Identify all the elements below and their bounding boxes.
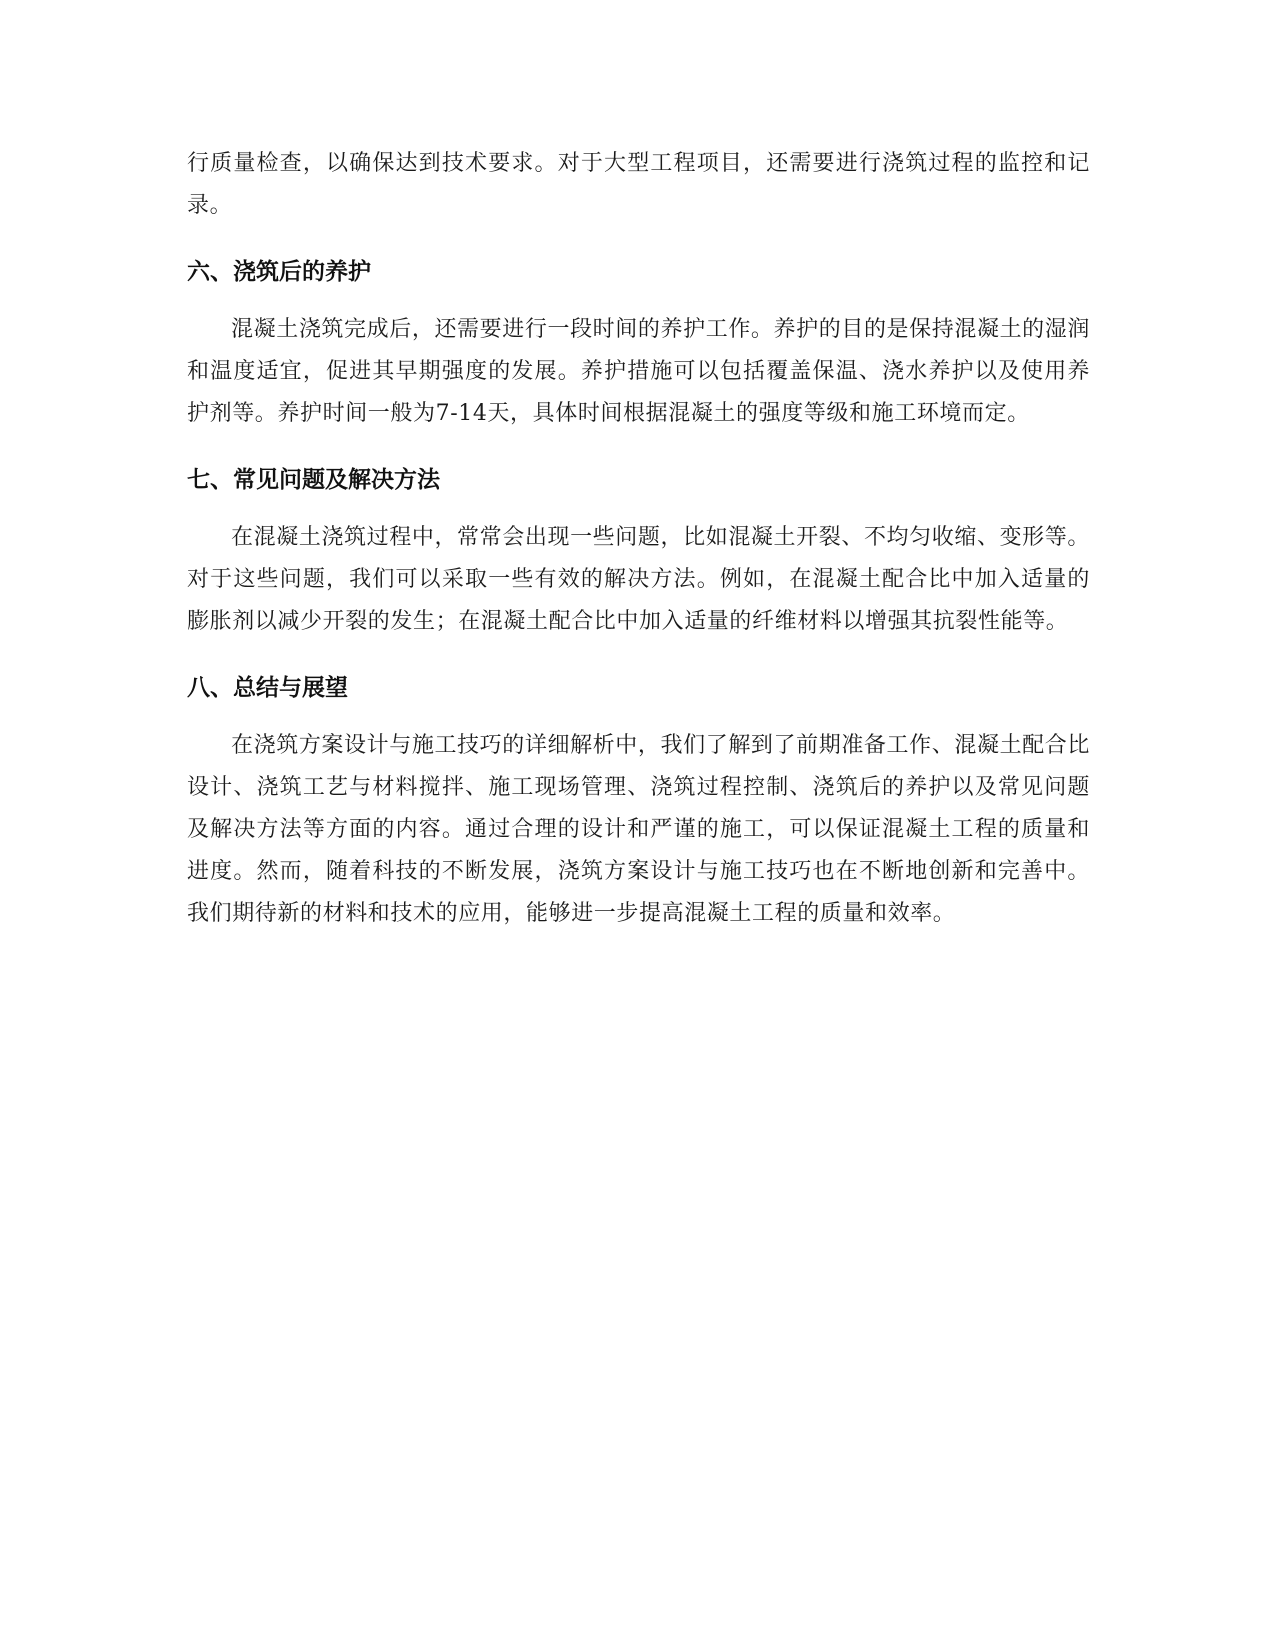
document-body <box>187 143 1090 935</box>
section-heading-6: 六、浇筑后的养护 <box>187 259 371 285</box>
section-paragraph-7: 在混凝土浇筑过程中，常常会出现一些问题，比如混凝土开裂、不均匀收缩、变形等。对于这些问题，我们可以采取一些有效的解决方法。例如，在混凝土配合比中加入适量的膨胀剂以减少开裂的发生；在混凝土配合比中加入适量的纤维材料以增强其抗裂性能等。 <box>187 525 1090 634</box>
continuation-paragraph: 行质量检查，以确保达到技术要求。对于大型工程项目，还需要进行浇筑过程的监控和记录。 <box>187 151 1090 218</box>
section-paragraph-6: 混凝土浇筑完成后，还需要进行一段时间的养护工作。养护的目的是保持混凝土的湿润和温度适宜，促进其早期强度的发展。养护措施可以包括覆盖保温、浇水养护以及使用养护剂等。养护时间一般为7-14天，具体时间根据混凝土的强度等级和施工环境而定。 <box>187 317 1090 426</box>
section-paragraph-8: 在浇筑方案设计与施工技巧的详细解析中，我们了解到了前期准备工作、混凝土配合比设计、浇筑工艺与材料搅拌、施工现场管理、浇筑过程控制、浇筑后的养护以及常见问题及解决方法等方面的内容。通过合理的设计和严谨的施工，可以保证混凝土工程的质量和进度。然而，随着科技的不断发展，浇筑方案设计与施工技巧也在不断地创新和完善中。我们期待新的材料和技术的应用，能够进一步提高混凝土工程的质量和效率。 <box>187 733 1090 926</box>
section-heading-7: 七、常见问题及解决方法 <box>187 467 440 493</box>
section-heading-8: 八、总结与展望 <box>187 675 348 701</box>
